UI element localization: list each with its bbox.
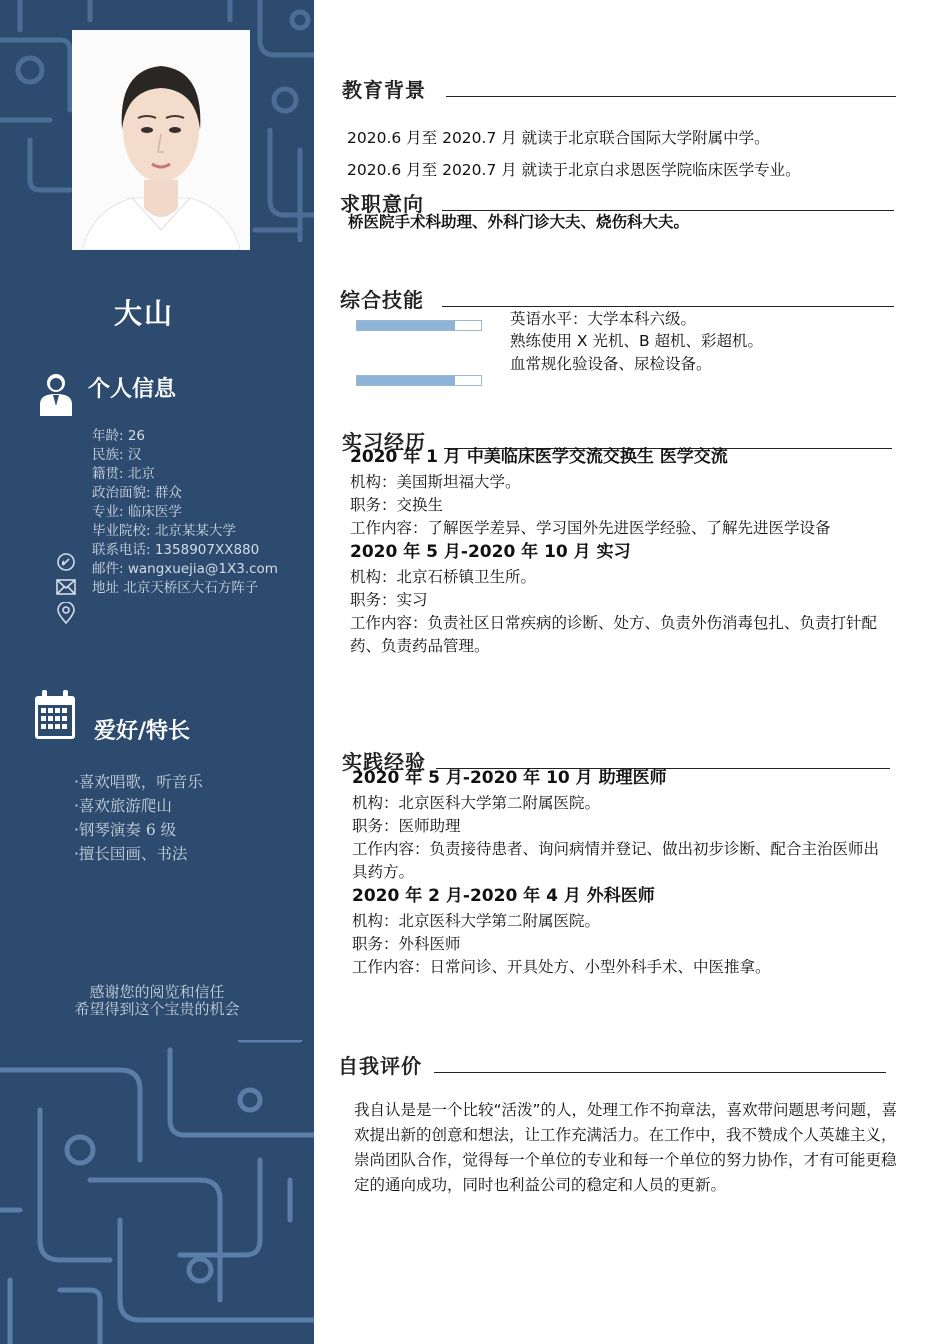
person-icon bbox=[38, 372, 74, 416]
education-title: 教育背景 bbox=[342, 78, 426, 102]
internship-content: 工作内容：了解医学差异、学习国外先进医学经验、了解先进医学设备 bbox=[350, 519, 831, 537]
self-eval-title: 自我评价 bbox=[338, 1054, 422, 1078]
profile-photo bbox=[72, 30, 250, 250]
internship-role: 职务：交换生 bbox=[350, 496, 444, 514]
skill-item: 血常规化验设备、尿检设备。 bbox=[510, 355, 712, 373]
practice-role: 职务：医师助理 bbox=[352, 817, 461, 835]
internship-content: 工作内容：负责社区日常疾病的诊断、处方、负责外伤消毒包扎、负责打针配药、负责药品管理。 bbox=[350, 614, 878, 655]
practice-org: 机构：北京医科大学第二附属医院。 bbox=[352, 912, 601, 930]
info-political-status: 政治面貌: 群众 bbox=[92, 485, 182, 501]
practice-title: 实践经验 bbox=[342, 750, 426, 774]
practice-content: 工作内容：日常问诊、开具处方、小型外科手术、中医推拿。 bbox=[352, 958, 771, 976]
education-item: 2020.6 月至 2020.7 月 就读于北京白求恩医学院临床医学专业。 bbox=[347, 161, 801, 179]
location-icon bbox=[56, 602, 76, 624]
info-hometown: 籍贯: 北京 bbox=[92, 466, 155, 482]
info-ethnicity: 民族: 汉 bbox=[92, 447, 142, 463]
personal-info-list bbox=[92, 427, 278, 598]
portrait-illustration bbox=[72, 30, 250, 250]
skill-level-bar bbox=[356, 320, 482, 331]
practice-heading: 2020 年 2 月-2020 年 4 月 外科医师 bbox=[352, 886, 655, 906]
education-item: 2020.6 月至 2020.7 月 就读于北京联合国际大学附属中学。 bbox=[347, 129, 770, 147]
thanks-line: 希望得到这个宝贵的机会 bbox=[74, 1000, 240, 1018]
hobby-item: ·钢琴演奏 6 级 bbox=[74, 821, 177, 839]
internship-org: 机构：北京石桥镇卫生所。 bbox=[350, 568, 537, 586]
contact-icons bbox=[56, 552, 76, 631]
skill-item: 熟练使用 X 光机、B 超机、彩超机。 bbox=[510, 332, 764, 350]
skill-level-fill bbox=[357, 321, 455, 330]
info-address: 地址 北京天桥区大石方阵子 bbox=[92, 580, 259, 596]
hobby-item: ·擅长国画、书法 bbox=[74, 845, 188, 863]
hobby-item: ·喜欢旅游爬山 bbox=[74, 797, 172, 815]
self-eval-text: 我自认是是一个比较“活泼”的人，处理工作不拘章法，喜欢带问题思考问题，喜欢提出新的创意和想法，让工作充满活力。在工作中，我不赞成个人英雄主义，崇尚团队合作，觉得每一个单位的专业和每一个单位的努力协作，才有可能更稳定的通向成功，同时也利益公司的稳定和人员的更新。 bbox=[354, 1101, 898, 1194]
internship-heading: 2020 年 5 月-2020 年 10 月 实习 bbox=[350, 542, 631, 562]
practice-content: 工作内容：负责接待患者、询问病情并登记、做出初步诊断、配合主治医师出具药方。 bbox=[352, 840, 880, 881]
practice-role: 职务：外科医师 bbox=[352, 935, 461, 953]
internship-heading: 2020 年 1 月 中美临床医学交流交换生 医学交流 bbox=[350, 447, 728, 467]
hobbies-title: 爱好/特长 bbox=[94, 719, 191, 744]
objective-title: 求职意向 bbox=[340, 192, 424, 216]
hobbies-list bbox=[74, 770, 203, 866]
circuit-pattern-bottom bbox=[0, 1040, 314, 1344]
education-rule bbox=[446, 96, 896, 97]
skill-item: 英语水平：大学本科六级。 bbox=[510, 310, 697, 328]
email-icon bbox=[56, 579, 76, 595]
info-phone: 联系电话: 1358907XX880 bbox=[92, 542, 260, 558]
practice-heading: 2020 年 5 月-2020 年 10 月 助理医师 bbox=[352, 768, 667, 788]
info-email: 邮件: wangxuejia@1X3.com bbox=[92, 561, 278, 577]
info-school: 毕业院校: 北京某某大学 bbox=[92, 523, 236, 539]
info-major: 专业: 临床医学 bbox=[92, 504, 182, 520]
hobby-item: ·喜欢唱歌，听音乐 bbox=[74, 773, 203, 791]
info-age: 年龄: 26 bbox=[92, 428, 146, 444]
skills-title: 综合技能 bbox=[340, 288, 424, 312]
internship-title: 实习经历 bbox=[342, 430, 426, 454]
internship-org: 机构：美国斯坦福大学。 bbox=[350, 473, 521, 491]
practice-org: 机构：北京医科大学第二附属医院。 bbox=[352, 794, 601, 812]
internship-role: 职务：实习 bbox=[350, 591, 428, 609]
phone-icon bbox=[56, 552, 76, 572]
self-eval-rule bbox=[434, 1072, 886, 1073]
thanks-note bbox=[0, 984, 314, 1018]
skill-level-bar bbox=[356, 375, 482, 386]
thanks-line: 感谢您的阅览和信任 bbox=[89, 983, 225, 1001]
objective-text: 桥医院手术科助理、外科门诊大夫、烧伤科大夫。 bbox=[348, 213, 690, 231]
sidebar bbox=[0, 0, 314, 1344]
calendar-icon bbox=[34, 690, 76, 740]
personal-info-title: 个人信息 bbox=[88, 377, 177, 402]
skill-level-fill bbox=[357, 376, 455, 385]
skills-rule bbox=[442, 306, 894, 307]
candidate-name: 大山 bbox=[113, 297, 174, 330]
